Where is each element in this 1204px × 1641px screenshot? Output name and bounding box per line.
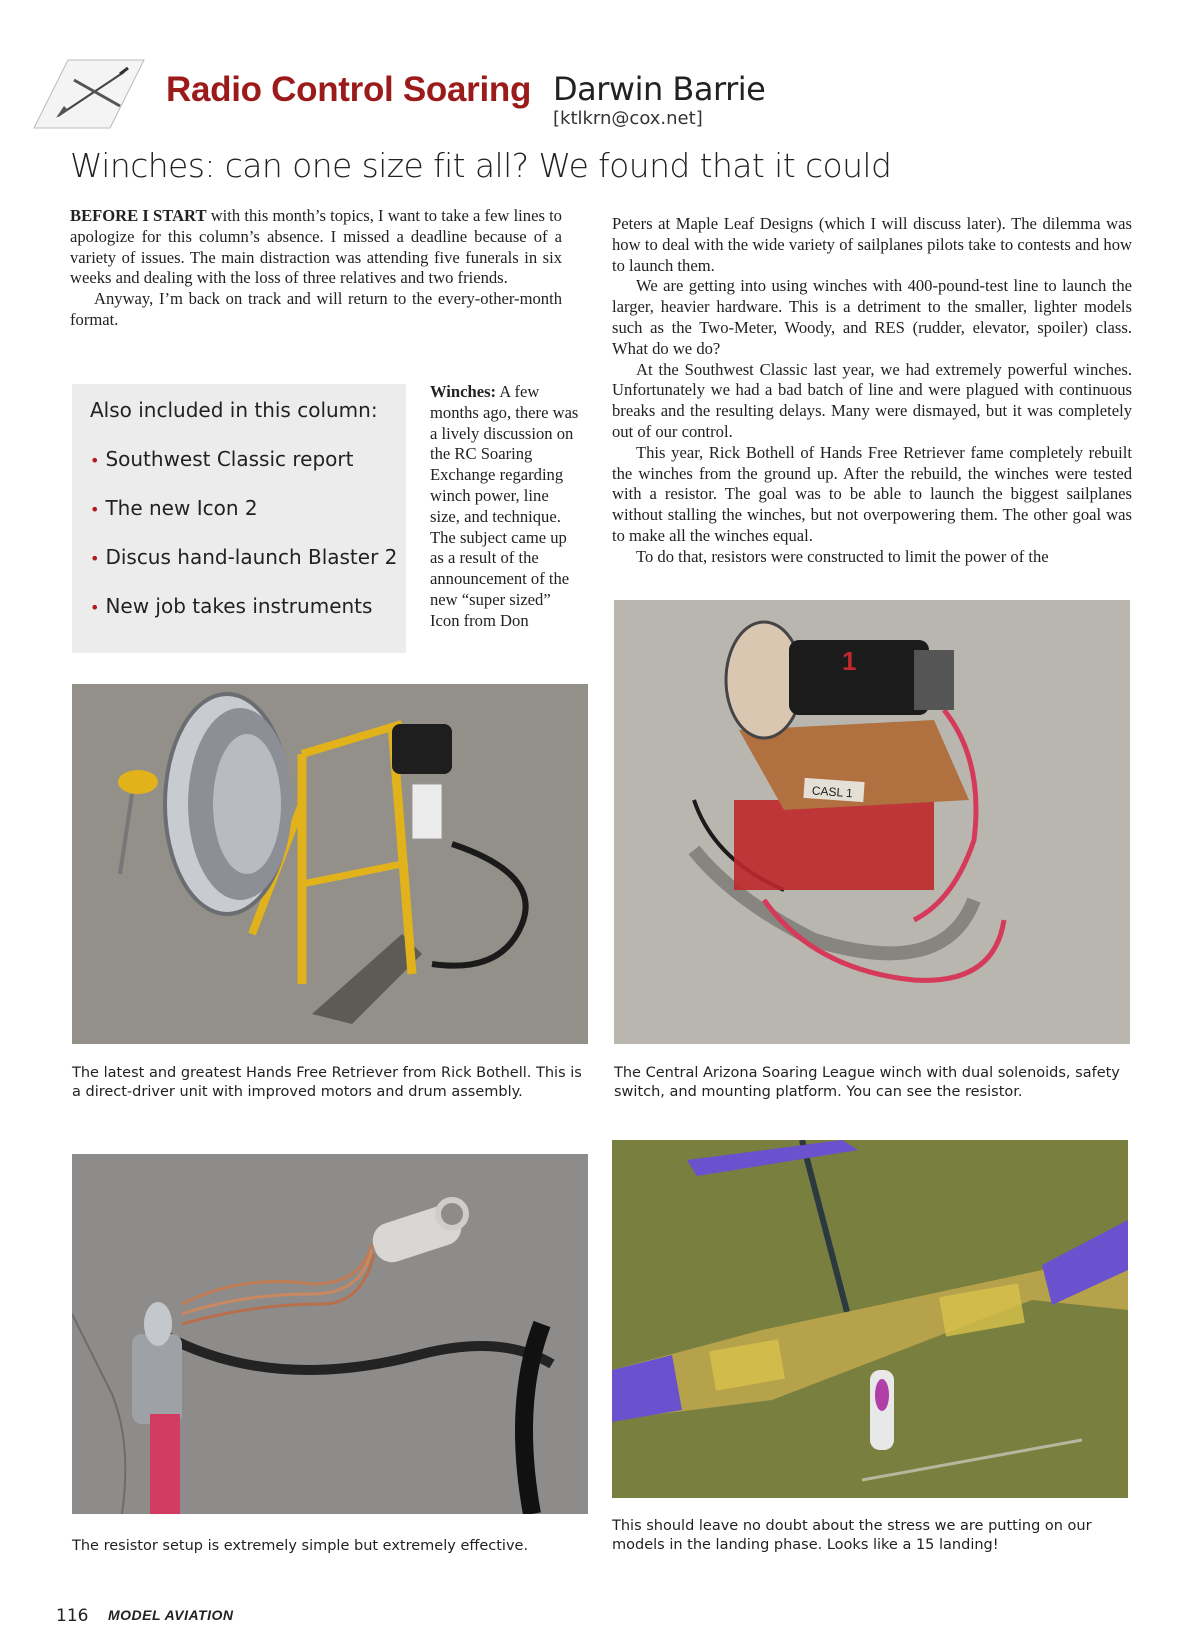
author-name: Darwin Barrie — [553, 70, 766, 108]
bullet-icon: • — [90, 598, 100, 617]
caption-photo-1: The latest and greatest Hands Free Retriever from Rick Bothell. This is a direct-driver unit with improved motors and drum assembly. — [72, 1065, 582, 1100]
author-email: [ktlkrn@cox.net] — [553, 108, 703, 129]
column-title: Radio Control Soaring — [166, 70, 532, 109]
middle-column — [430, 382, 582, 632]
sidebar-item: • Southwest Classic report — [90, 447, 354, 471]
sidebar-title: Also included in this column: — [90, 398, 378, 422]
bullet-icon: • — [90, 500, 100, 519]
bullet-icon: • — [90, 451, 100, 470]
photo-resistor — [72, 1154, 588, 1514]
right-paragraph-1: Peters at Maple Leaf Designs (which I will discuss later). The dilemma was how to deal with the wide variety of sailplanes pilots take to contests and how to launch them. — [612, 214, 1132, 275]
right-paragraph-4: This year, Rick Bothell of Hands Free Retriever fame completely rebuilt the winches from the ground up. After the rebuild, the winches were tested with a resistor. The goal was to be able to launch the biggest sailplanes without stalling the winches, but not overpowering them. The other goal was to make all the winches equal. — [612, 442, 1132, 545]
sidebar-item: • The new Icon 2 — [90, 496, 258, 520]
bullet-icon: • — [90, 549, 100, 568]
magazine-name: MODEL AVIATION — [108, 1607, 234, 1623]
sidebar-item: • New job takes instruments — [90, 594, 373, 618]
right-paragraph-3: At the Southwest Classic last year, we had extremely powerful winches. Unfortunately we had a bad batch of line and were plagued with continuous breaks and the resulting delays. Many were dismayed, but it was completely out of our control. — [612, 359, 1132, 441]
sidebar-item: • Discus hand-launch Blaster 2 — [90, 545, 398, 569]
caption-photo-2: The Central Arizona Soaring League winch with dual solenoids, safety switch, and mounting platform. You can see the resistor. — [614, 1065, 1120, 1100]
caption-photo-3: The resistor setup is extremely simple but extremely effective. — [72, 1538, 529, 1554]
caption-photo-4: This should leave no doubt about the stress we are putting on our models in the landing phase. Looks like a 15 landing! — [612, 1518, 1092, 1553]
glider-logo-icon — [28, 58, 146, 130]
winches-paragraph: Winches: A few months ago, there was a lively discussion on the RC Soaring Exchange regarding winch power, line size, and technique. The subject came up as a result of the announcement of the new “super sized” Icon from Don — [430, 382, 579, 630]
right-column — [612, 214, 1132, 568]
winch-number-label: 1 — [842, 646, 857, 676]
lead-in: BEFORE I START — [70, 206, 207, 225]
article-headline: Winches: can one size fit all? We found that it could — [70, 146, 892, 185]
casl-plate-label: CASL 1 — [811, 783, 854, 801]
right-paragraph-2: We are getting into using winches with 400-pound-test line to launch the larger, heavier hardware. This is a detriment to the smaller, lighter models such as the Two-Meter, Woody, and RES (rudder, elevator, spoiler) class. What do we do? — [612, 276, 1132, 358]
right-paragraph-5: To do that, resistors were constructed to limit the power of the — [636, 546, 1049, 566]
intro-paragraph-1: BEFORE I START with this month’s topics, I want to take a few lines to apologize for this column’s absence. I missed a deadline because of a variety of issues. The main distraction was attending five funerals in six weeks and dealing with the loss of three relatives and two friends. — [70, 206, 562, 288]
photo-casl-winch — [614, 600, 1130, 1044]
page-number: 116 — [56, 1606, 89, 1626]
photo-hands-free-retriever — [72, 684, 588, 1044]
intro-text — [70, 206, 562, 331]
intro-paragraph-2: Anyway, I’m back on track and will return to the every-other-month format. — [70, 289, 562, 329]
photo-glider-landing — [612, 1140, 1128, 1498]
